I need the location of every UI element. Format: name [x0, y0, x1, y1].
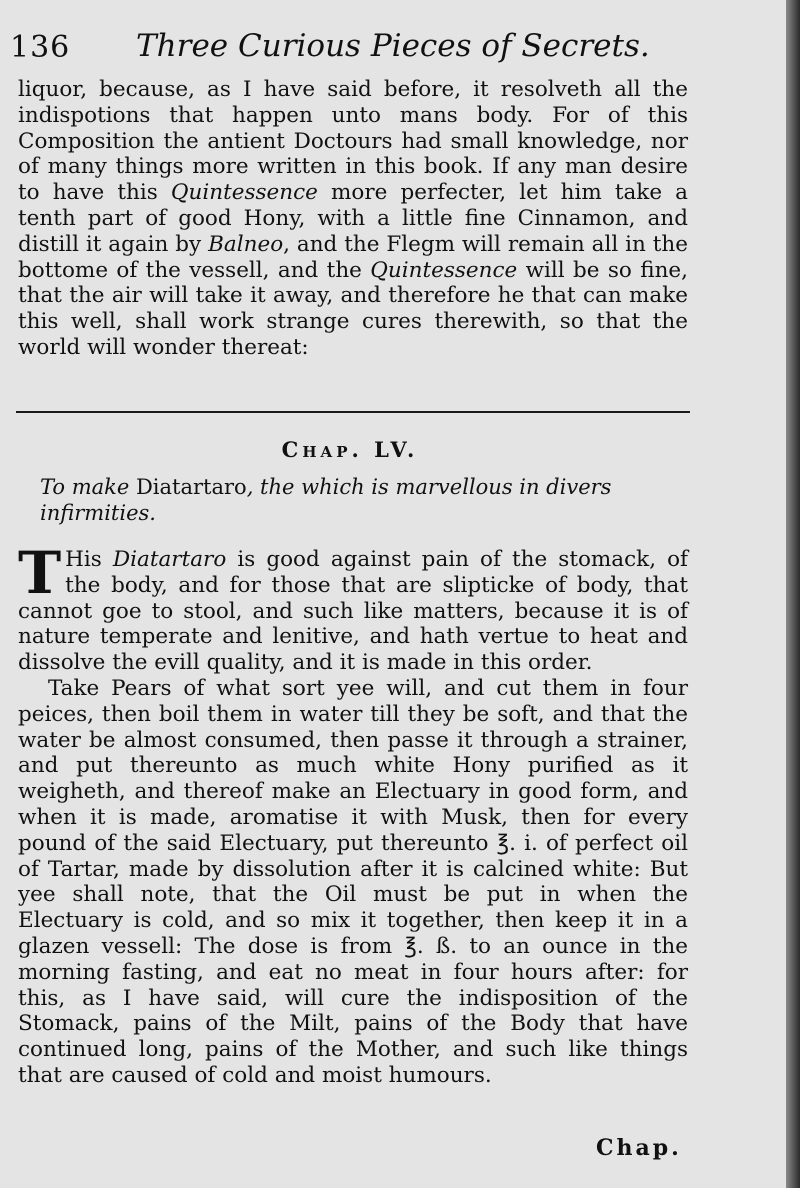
text-run: liquor, because, as I have said before, it resolveth all the indispotions that happen unto mans body. For of this Composition the antient Doctours had small knowledge, nor of many things more written in this book. If any man desire to have this	[18, 77, 688, 206]
italic-term: Quintessence	[370, 257, 518, 283]
section-divider	[16, 411, 690, 413]
paragraph	[18, 676, 688, 1089]
italic-term: Quintessence	[170, 180, 318, 206]
text-run: His	[65, 547, 102, 572]
page-header	[10, 26, 770, 72]
italic-term: Diatartaro	[112, 547, 227, 572]
text-run: is good against pain of the stomack, of the body, and for those that are slipticke of body, that cannot goe to stool, and such like matters, because it is of nature temperate and lenitive, and hath vertue to heat and dissolve the evill quality, and it is made in this order.	[18, 547, 688, 676]
text-block-continuation	[18, 77, 688, 361]
chapter-subtitle	[40, 474, 690, 526]
text-run: more perfecter, let him take a tenth part of good Hony, with a little fine Cinnamon, and distill it again by	[18, 180, 688, 257]
page-edge-shadow	[786, 0, 800, 1188]
paragraph	[18, 539, 688, 676]
text-block-chapter	[18, 539, 688, 1089]
text-run: Take Pears of what sort yee will, and cut them in four peices, then boil them in water till they be soft, and that the water be almost consumed, then passe it through a strainer, and put thereunto as much white Hony purified as it weigheth, and thereof make an Electuary in good form, and when it is made, aromatise it with Musk, then for every pound of the said Electuary, put thereunto ℥. i. of perfect oil of Tartar, made by dissolution after it is calcined white: But yee shall note, that the Oil must be put in when the Electuary is cold, and so mix it together, then keep it in a glazen vessell: The dose is from ℥. ß. to an ounce in the morning fasting, and eat no meat in four hours after: for this, as I have said, will cure the indisposition of the Stomack, pains of the Milt, pains of the Body that have continued long, pains of the Mother, and such like things that are caused of cold and moist humours.	[18, 675, 688, 1088]
chapter-heading: Chap. LV.	[281, 437, 419, 462]
subtitle-run: , the which is marvellous in divers infirmities.	[40, 475, 612, 525]
text-run: , and the Flegm will remain all in the bottome of the vessell, and the	[18, 231, 688, 283]
subtitle-run: To make	[40, 475, 130, 499]
drop-cap: T	[18, 539, 62, 607]
italic-term: Balneo	[208, 231, 284, 257]
running-title: Three Curious Pieces of Secrets.	[136, 28, 650, 64]
subtitle-term: Diatartaro	[135, 475, 247, 499]
text-run: will be so fine, that the air will take it away, and therefore he that can make this well, shall work strange cures therewith, so that the world will wonder thereat:	[18, 257, 688, 360]
catchword: Chap.	[596, 1135, 682, 1161]
page-number: 136	[10, 30, 71, 65]
